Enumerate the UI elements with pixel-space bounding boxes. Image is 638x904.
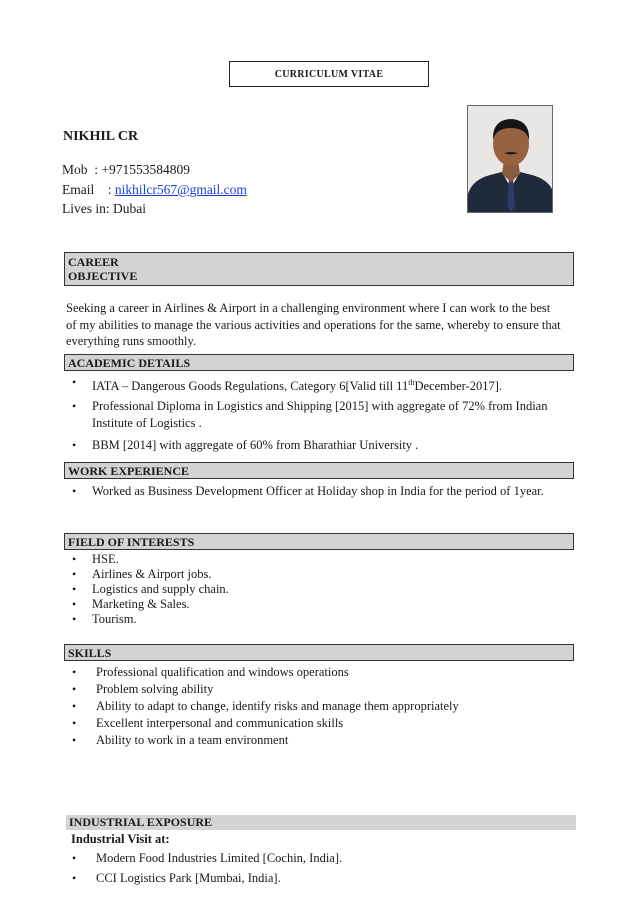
mobile-line — [62, 162, 190, 178]
skill-item: • Ability to adapt to change, identify risks and manage them appropriately — [64, 698, 574, 715]
academic-item: • Professional Diploma in Logistics and Shipping [2015] with aggregate of 72% from Indian Institute of Logistics . — [64, 398, 562, 432]
interest-item: • Marketing & Sales. — [64, 597, 464, 612]
location-line — [62, 201, 146, 217]
skills-list — [64, 664, 574, 749]
work-item: • Worked as Business Development Officer at Holiday shop in India for the period of 1year. — [64, 483, 574, 499]
industrial-item: • CCI Logistics Park [Mumbai, India]. — [64, 870, 464, 887]
academic-list — [64, 374, 562, 454]
career-heading-line2: OBJECTIVE — [68, 269, 138, 283]
mobile-number: : +971553584809 — [94, 162, 191, 177]
interests-list — [64, 552, 464, 627]
industrial-subheading: Industrial Visit at: — [71, 832, 170, 846]
email-line — [62, 182, 247, 198]
work-experience-heading: WORK EXPERIENCE — [64, 462, 574, 479]
email-link[interactable]: nikhilcr567@gmail.com — [114, 182, 247, 197]
location-label: Lives in: — [62, 201, 110, 216]
career-objective-heading — [64, 252, 574, 286]
skill-item: • Excellent interpersonal and communication skills — [64, 715, 574, 732]
skills-heading: SKILLS — [64, 644, 574, 661]
interest-item: • Airlines & Airport jobs. — [64, 567, 464, 582]
email-label: Email — [62, 182, 95, 197]
academic-item: • IATA – Dangerous Goods Regulations, Category 6[Valid till 11thDecember-2017]. — [64, 374, 562, 395]
document-title: CURRICULUM VITAE — [229, 61, 429, 87]
location-value: Dubai — [113, 201, 146, 216]
skill-item: • Professional qualification and windows operations — [64, 664, 574, 681]
career-heading-line1: CAREER — [68, 255, 119, 269]
career-objective-text: Seeking a career in Airlines & Airport in a challenging environment where I can work to the best of my abilities to manage the various activities and operations for the same, whereby to ensure that everything runs smoothly. — [66, 301, 561, 348]
interest-item: • HSE. — [64, 552, 464, 567]
skill-item: • Ability to work in a team environment — [64, 732, 574, 749]
candidate-name: NIKHIL CR — [63, 129, 139, 144]
person-portrait-icon — [468, 106, 553, 213]
industrial-list — [64, 850, 464, 887]
interest-item: • Tourism. — [64, 612, 464, 627]
profile-photo — [467, 105, 553, 213]
interests-heading: FIELD OF INTERESTS — [64, 533, 574, 550]
industrial-item: • Modern Food Industries Limited [Cochin, India]. — [64, 850, 464, 867]
interest-item: • Logistics and supply chain. — [64, 582, 464, 597]
academic-heading: ACADEMIC DETAILS — [64, 354, 574, 371]
email-separator: : — [107, 182, 112, 197]
academic-item: • BBM [2014] with aggregate of 60% from Bharathiar University . — [64, 437, 562, 454]
mobile-label: Mob — [62, 162, 88, 177]
industrial-heading: INDUSTRIAL EXPOSURE — [66, 815, 576, 830]
skill-item: • Problem solving ability — [64, 681, 574, 698]
work-list — [64, 483, 574, 499]
